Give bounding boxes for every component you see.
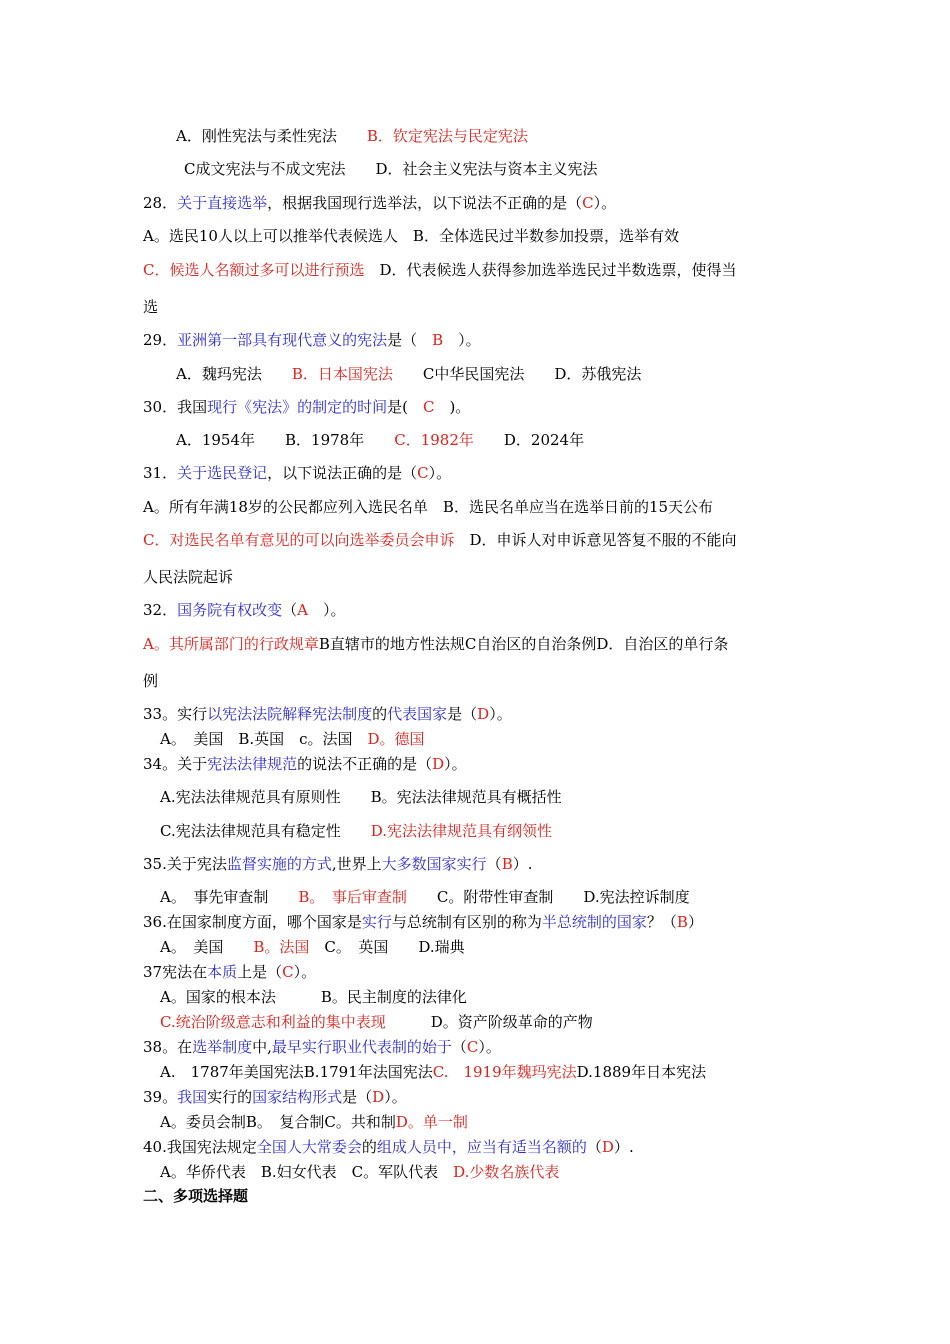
line-text: ）。 [307,601,346,619]
line-text: ）。 [428,464,452,482]
line-text: 40.我国宪法规定 [143,1138,257,1156]
question-line [143,754,467,774]
line-text: 是( [387,398,423,416]
answer-text: C [466,1038,479,1056]
keyword-text: 现行《宪法》的制定的时间 [207,398,388,416]
question-line [143,854,533,874]
line-text: A。 事先审查制 [160,888,299,906]
line-text: （ [586,1138,602,1156]
option-line [143,634,728,654]
keyword-text: 最早实行职业代表制的始于 [271,1038,452,1056]
answer-text: C．候选人名额过多可以进行预选 [143,261,365,279]
keyword-text: 国务院有权改变 [177,601,283,619]
question-line [143,463,451,483]
line-text: 人民法院起诉 [143,568,234,586]
line-text: ）。 [593,194,617,212]
answer-text: D [432,755,445,773]
option-line [143,260,737,280]
question-line [143,193,616,213]
answer-text: C．对选民名单有意见的可以向选举委员会申诉 [143,531,455,549]
question-line [143,1087,407,1107]
line-text: 是（ [447,705,478,723]
keyword-text: 全国人大常委会 [256,1138,362,1156]
line-text: 33。实行 [143,705,208,723]
line-text: ？（ [646,913,677,931]
answer-text: D.宪法法律规范具有纲领性 [370,822,552,840]
option-line [160,1112,468,1132]
line-text: C.宪法法律规范具有稳定性 [160,822,371,840]
line-text: 36.在国家制度方面，哪个国家是 [143,913,362,931]
answer-text: B．钦定宪法与民定宪法 [366,127,528,145]
keyword-text: 监督实施的方式 [226,855,332,873]
keyword-text: 大多数国家实行 [381,855,487,873]
line-text: A。委员会制B。 复合制C。共和制 [160,1113,396,1131]
answer-text: C [582,194,594,212]
question-line [143,704,512,724]
option-line [176,430,584,450]
line-text: ）。 [293,963,317,981]
section-heading [143,1186,248,1206]
keyword-text: 本质 [207,963,238,981]
line-text: C中华民国宪法 D．苏俄宪法 [392,365,642,383]
answer-text: C [282,963,294,981]
line-text: A．刚性宪法与柔性宪法 [176,127,367,145]
option-line [160,1062,706,1082]
line-text: D.1889年日本宪法 [576,1063,707,1081]
line-text: ，以下说法正确的是（ [267,464,418,482]
line-text: A。选民10人以上可以推举代表候选人 B．全体选民过半数参加投票，选举有效 [143,227,679,245]
line-text: A．魏玛宪法 [176,365,292,383]
line-text: ）。 [443,331,481,349]
keyword-text: 半总统制的国家 [541,913,647,931]
keyword-text: 代表国家 [387,705,448,723]
line-text: C。附带性审查制 D.宪法控诉制度 [406,888,690,906]
line-text: 34。关于 [143,755,208,773]
line-text: B直辖市的地方性法规C自治区的自治条例D．自治区的单行条 [318,635,729,653]
question-line [143,600,345,620]
option-line [160,887,690,907]
answer-text: A。其所属部门的行政规章 [143,635,319,653]
line-text: A. 1787年美国宪法B.1791年法国宪法 [160,1063,433,1081]
line-text: D。资产阶级革命的产物 [385,1013,593,1031]
line-text: ） [687,913,703,931]
line-text: C。 英国 D.瑞典 [309,938,465,956]
answer-text: B。法国 [253,938,310,956]
line-text: 31． [143,464,178,482]
line-text: ）。 [478,1038,501,1056]
line-text: 32． [143,601,178,619]
option-line [143,297,158,317]
keyword-text: 组成人员中，应当有适当名额的 [376,1138,587,1156]
line-text: 上是（ [237,963,283,981]
answer-text: C．1982年 [394,431,474,449]
answer-text: A [297,601,308,619]
option-line [143,497,713,517]
line-text: )。 [434,398,471,416]
line-text: A。 美国 B.英国 c。法国 [160,730,368,748]
option-line [143,567,233,587]
keyword-text: 关于选民登记 [177,464,268,482]
option-line [160,1012,593,1032]
line-text: A。所有年满18岁的公民都应列入选民名单 B．选民名单应当在选举日前的15天公布 [143,498,714,516]
option-line [143,226,679,246]
line-text: A。华侨代表 B.妇女代表 C。军队代表 [160,1163,454,1181]
keyword-text: 关于直接选举 [177,194,268,212]
option-line [160,821,552,841]
question-line [143,912,703,932]
line-text: A．1954年 B．1978年 [176,431,395,449]
keyword-text: 选举制度 [192,1038,253,1056]
line-text: A。 美国 [160,938,254,956]
line-text: 例 [143,672,159,690]
line-text: 35.关于宪法 [143,855,227,873]
answer-text: C [422,398,435,416]
line-text: 37宪法在 [143,963,208,981]
answer-text: B。 事后审查制 [298,888,407,906]
question-line [143,397,470,417]
line-text: ）。 [489,705,512,723]
answer-text: B．日本国宪法 [291,365,393,383]
line-text: 是（ [342,1088,373,1106]
answer-text: D [477,705,490,723]
line-text: D．代表候选人获得参加选举选民过半数选票，使得当 [364,261,737,279]
option-line [160,987,467,1007]
line-text: ，根据我国现行选举法，以下说法不正确的是（ [267,194,583,212]
line-text: ）. [613,1138,634,1156]
line-text: 29． [143,331,178,349]
line-text: （ [282,601,298,619]
option-line [160,937,465,957]
answer-text: D [601,1138,614,1156]
line-text: 实行的 [207,1088,253,1106]
option-line [176,126,528,146]
line-text: （ [486,855,502,873]
option-line [143,671,158,691]
keyword-text: 国家结构形式 [252,1088,343,1106]
answer-text: C. 1919年魏玛宪法 [432,1063,577,1081]
line-text: 是（ [387,331,433,349]
line-text: 与总统制有区别的称为 [391,913,542,931]
question-line [143,1137,634,1157]
line-text: 的 [372,705,388,723]
answer-text: D.少数名族代表 [453,1163,560,1181]
answer-text: D [372,1088,385,1106]
answer-text: B [432,331,444,349]
line-text: 39。 [143,1088,178,1106]
line-text: ,世界上 [331,855,382,873]
line-text: A。国家的根本法 B。民主制度的法律化 [160,988,467,1006]
answer-text: B [501,855,513,873]
answer-text: C [417,464,429,482]
keyword-text: 亚洲第一部具有现代意义的宪法 [177,331,388,349]
option-line [143,530,737,550]
line-text: ）。 [384,1088,407,1106]
line-text: 30．我国 [143,398,208,416]
line-text: D．2024年 [473,431,585,449]
question-line [143,962,316,982]
question-line [143,1037,501,1057]
option-line [176,364,641,384]
line-text: 中, [252,1038,272,1056]
option-line [160,729,425,749]
line-text: ）. [512,855,533,873]
line-text: 28． [143,194,178,212]
line-text: 38。在 [143,1038,193,1056]
answer-text: D。单一制 [395,1113,468,1131]
option-line [160,787,562,807]
line-text: 二、多项选择题 [143,1187,249,1205]
option-line [184,159,598,179]
keyword-text: 我国 [177,1088,208,1106]
line-text: ）。 [444,755,467,773]
answer-text: D。德国 [367,730,425,748]
line-text: D．申诉人对申诉意见答复不服的不能向 [454,531,737,549]
answer-text: C.统治阶级意志和利益的集中表现 [160,1013,386,1031]
option-line [160,1162,559,1182]
line-text: C成文宪法与不成文宪法 D．社会主义宪法与资本主义宪法 [184,160,598,178]
line-text: 的 [361,1138,377,1156]
line-text: A.宪法法律规范具有原则性 B。宪法法律规范具有概括性 [160,788,562,806]
answer-text: B [676,913,688,931]
question-line [143,330,481,350]
keyword-text: 宪法法律规范 [207,755,298,773]
keyword-text: 以宪法法院解释宪法制度 [207,705,373,723]
line-text: 选 [143,298,159,316]
line-text: 的说法不正确的是（ [297,755,433,773]
line-text: （ [451,1038,467,1056]
keyword-text: 实行 [361,913,392,931]
